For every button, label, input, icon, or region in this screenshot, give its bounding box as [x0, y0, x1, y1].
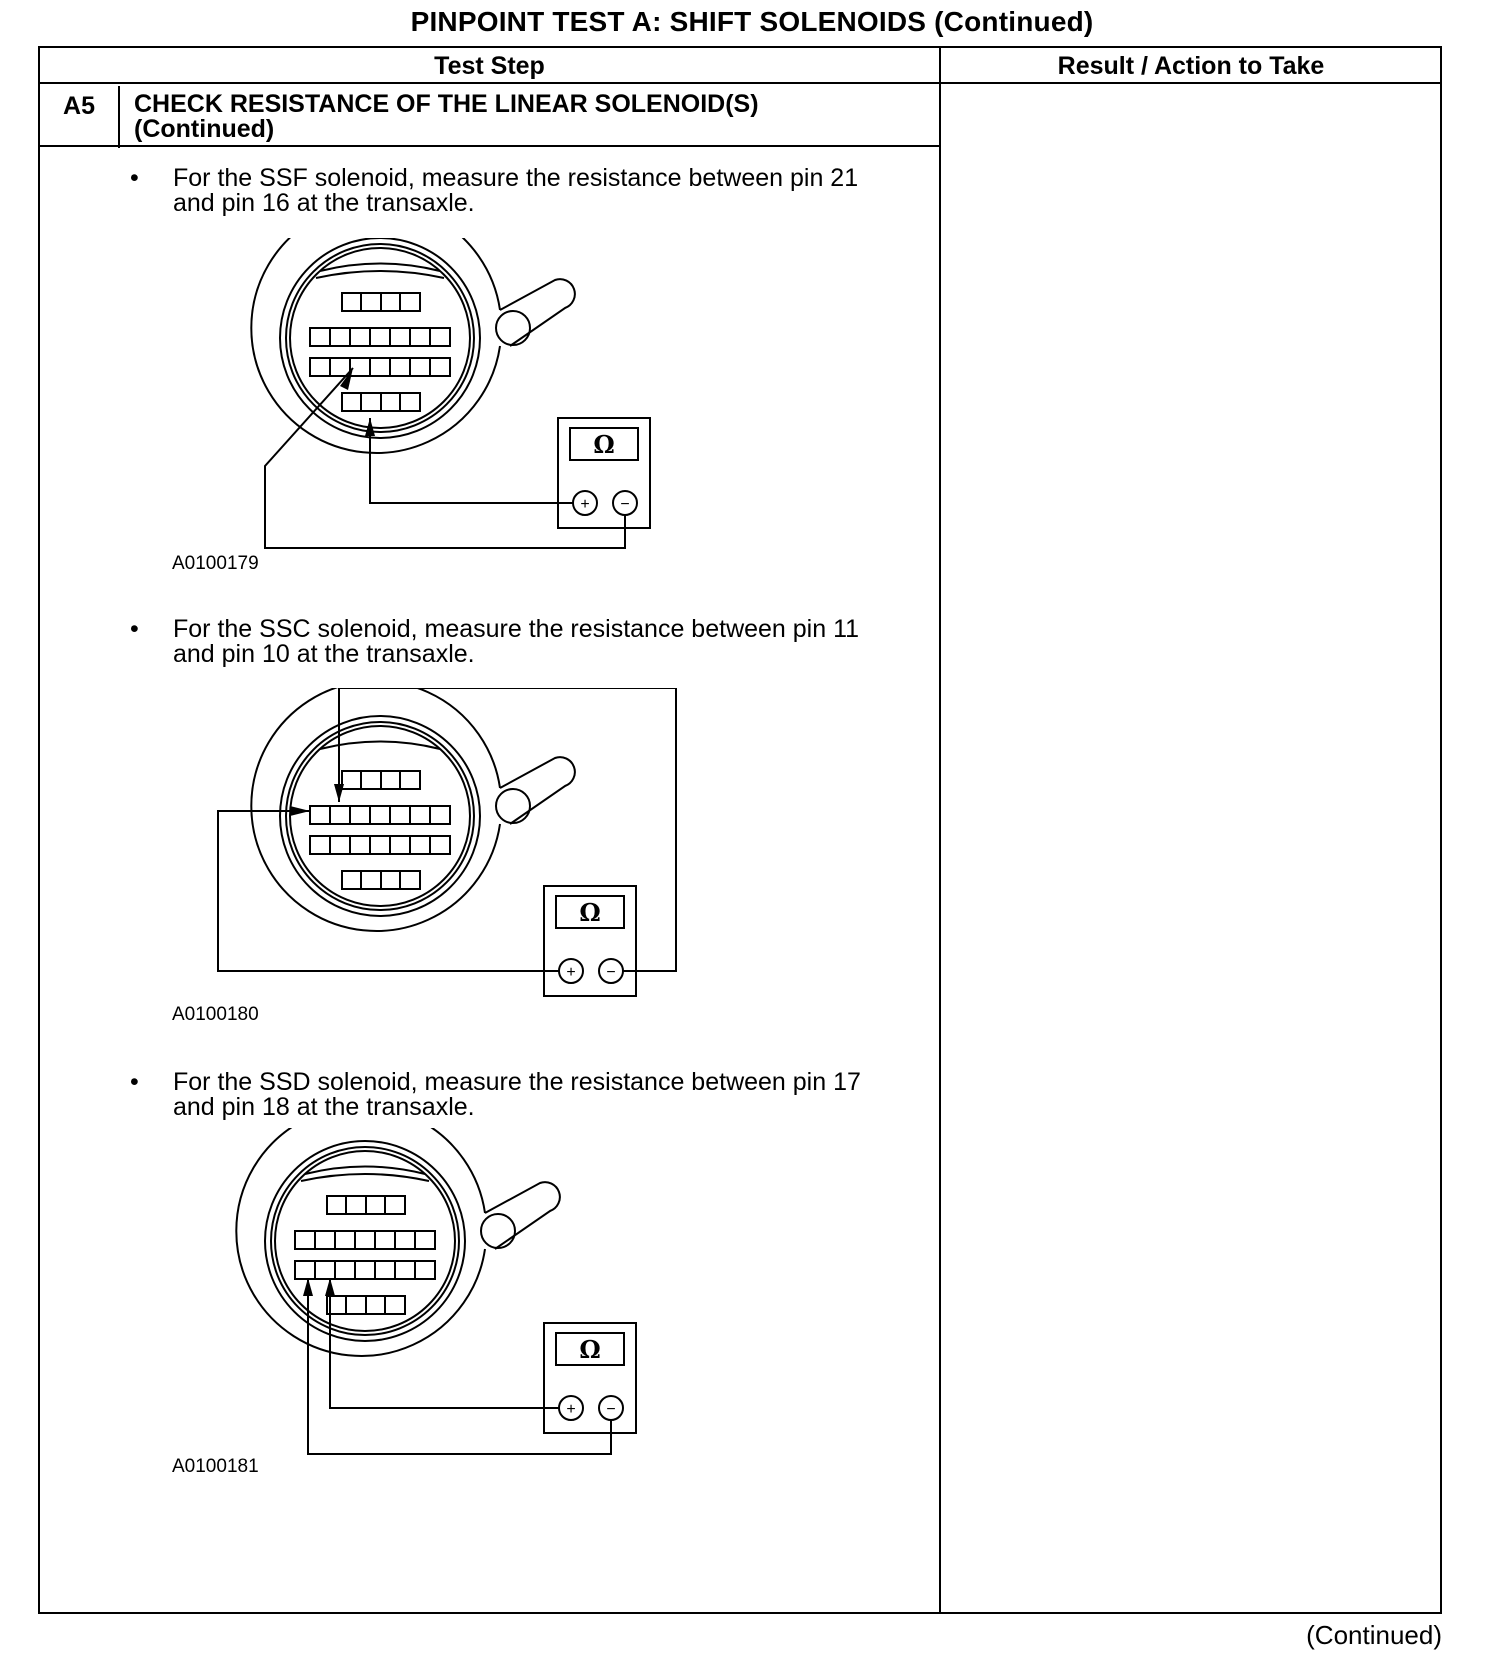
page-title: PINPOINT TEST A: SHIFT SOLENOIDS (Continued) [410, 6, 1094, 37]
minus-terminal: − [606, 964, 616, 981]
step-header-divider [40, 145, 939, 147]
bullet-mark: • [130, 1068, 139, 1096]
ohm-symbol: Ω [579, 898, 601, 927]
minus-terminal: − [620, 496, 630, 513]
figure-id: A0100180 [172, 1004, 259, 1025]
ssf-connector-diagram [210, 238, 740, 568]
instruction-line: For the SSD solenoid, measure the resistance between pin 17 [173, 1068, 861, 1096]
instruction-line: For the SSC solenoid, measure the resistance between pin 11 [173, 615, 860, 643]
ohm-symbol: Ω [593, 430, 615, 459]
bullet-mark: • [130, 615, 139, 643]
pinpoint-test-table [38, 46, 1442, 1614]
instruction-ssc [173, 617, 893, 667]
ssc-connector-diagram [210, 688, 740, 1018]
plus-terminal: + [566, 1401, 576, 1418]
instruction-line: and pin 10 at the transaxle. [173, 640, 475, 668]
plus-terminal: + [580, 496, 590, 513]
instruction-line: For the SSF solenoid, measure the resistance between pin 21 [173, 164, 859, 192]
instruction-line: and pin 18 at the transaxle. [173, 1093, 475, 1121]
instruction-line: and pin 16 at the transaxle. [173, 189, 475, 217]
step-title-line: (Continued) [134, 115, 275, 143]
column-divider [939, 48, 941, 1612]
minus-terminal: − [606, 1401, 616, 1418]
plus-terminal: + [566, 964, 576, 981]
bullet-mark: • [130, 164, 139, 192]
figure-id: A0100181 [172, 1456, 259, 1477]
figure-id: A0100179 [172, 553, 259, 574]
ohm-symbol: Ω [579, 1335, 601, 1364]
test-step-header: Test Step [434, 52, 545, 80]
ssd-connector-diagram [210, 1128, 740, 1478]
instruction-ssf [173, 166, 893, 216]
continued-note: (Continued) [1306, 1620, 1442, 1650]
result-action-header: Result / Action to Take [1057, 52, 1325, 80]
step-title-line: CHECK RESISTANCE OF THE LINEAR SOLENOID(S) [134, 90, 759, 118]
step-title [134, 92, 924, 142]
step-id: A5 [40, 86, 120, 148]
instruction-ssd [173, 1070, 893, 1120]
